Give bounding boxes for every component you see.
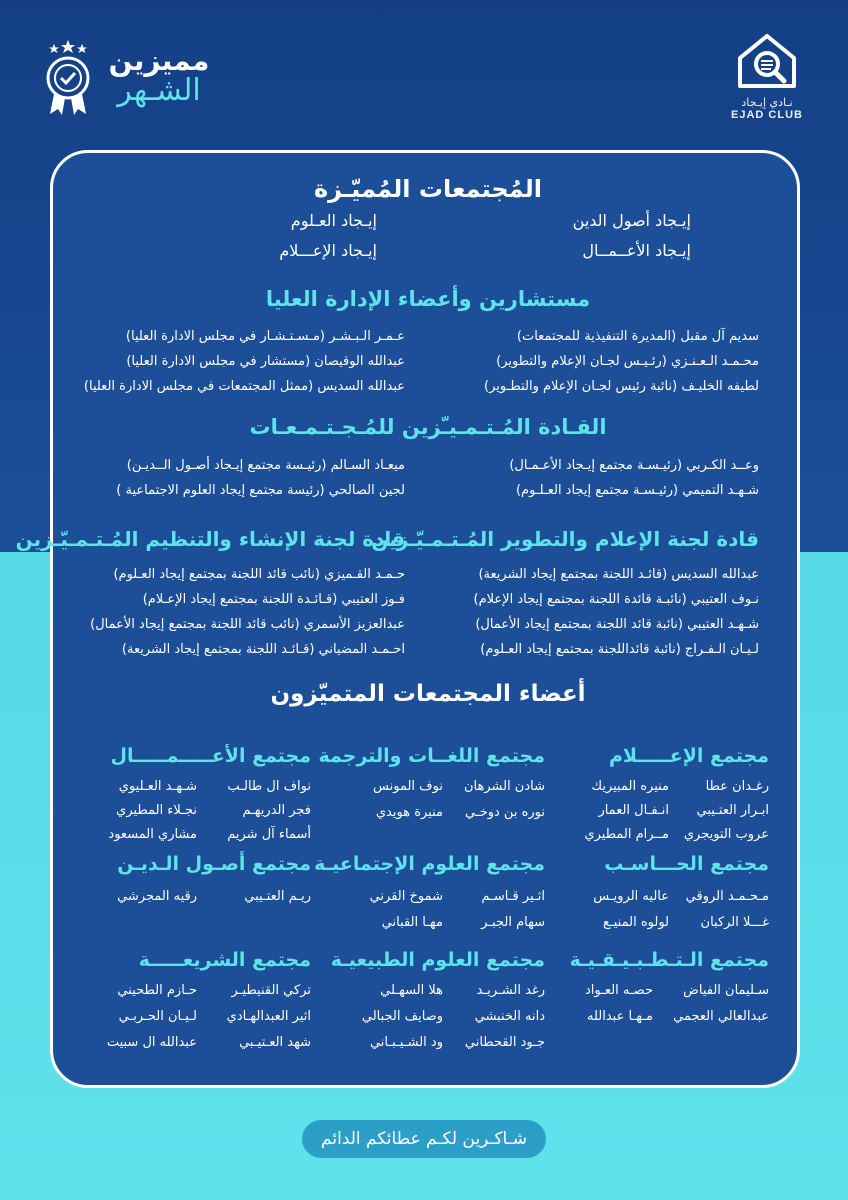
ejad-club-logo — [722, 28, 812, 121]
org-committee-item: عبدالعزيز الأسمري (نائب قائد اللجنة بمجتمع إيجاد الأعمال) — [90, 617, 405, 632]
member-name: اثير العبدالهـادي — [226, 1009, 311, 1024]
leaders-title: القـادة المُـتـمـيـّزين للمُـجـتـمـعـات — [249, 415, 607, 439]
member-name: مــرام المطيري — [584, 827, 669, 842]
member-name: مشاري المسعود — [108, 827, 197, 842]
member-name: سهام الجبـر — [481, 915, 545, 930]
media-committee-item: لـيـان الـفـراج (نائبة قائداللجنة بمجتمع إيجاد العـلوم) — [480, 642, 759, 657]
month-title-line2: الشـهر — [117, 73, 201, 109]
group-title-natural-sciences: مجتمع العلوم الطبيعيـة — [330, 949, 545, 971]
member-name: نوف المونس — [373, 779, 443, 794]
members-title: أعضاء المجتمعات المتميّزون — [270, 681, 586, 707]
community-item: إيـجاد العـلوم — [290, 211, 377, 230]
member-name: شادن الشرهان — [463, 779, 545, 794]
group-title-religion: مجتمع أصـول الـديـن — [117, 853, 311, 875]
house-search-icon — [732, 28, 802, 94]
communities-title: المُجتمعات المُميّـزة — [313, 175, 543, 203]
member-name: هلا السهـلي — [380, 983, 443, 998]
member-name: عبدالله ال سبيت — [106, 1035, 197, 1050]
member-name: شـهـد العـليوي — [118, 779, 197, 794]
logo-arabic-text: نـادي إيـجاد — [741, 96, 793, 109]
member-name: سـليمان الفياض — [683, 983, 769, 998]
advisor-item: عـمـر الـبـشـر (مـسـتـشـار في مجلس الادارة العليا) — [125, 329, 405, 344]
org-committee-item: حـمـد القـميزي (نائب قائد اللجنة بمجتمع إيجاد العـلوم) — [113, 567, 405, 582]
community-item: إيـجاد الأعــمــال — [582, 241, 691, 260]
member-name: منيرة هويدي — [375, 805, 443, 820]
month-title-line1: مميزين — [108, 44, 210, 77]
member-name: جـود القحطاني — [464, 1035, 545, 1050]
org-committee-title: قادة لجنة الإنشاء والتنظيم المُـتـمـيّـزين — [15, 527, 405, 551]
month-title — [104, 46, 214, 107]
member-name: مـهـا عبدالله — [586, 1009, 653, 1024]
member-name: شهد العـتيـبي — [239, 1035, 311, 1050]
member-name: انـفـال العمار — [598, 803, 669, 818]
member-name: عبدالعالي العجمي — [673, 1009, 769, 1024]
group-title-sharia: مجتمع الشريعـــــة — [138, 949, 311, 971]
member-name: غـــلا الركبان — [700, 915, 769, 930]
member-name: نجـلاء المطيري — [116, 803, 197, 818]
group-title-applied: مجتمع الـتـطـبـيـقـيـة — [569, 949, 769, 971]
member-name: مهـا القباني — [381, 915, 443, 930]
advisor-item: عبدالله الوقيصان (مستشار في مجلس الادارة العليا) — [126, 354, 405, 369]
group-title-languages: مجتمع اللغــات والترجمة — [318, 745, 545, 767]
member-name: نوره بن دوخـي — [465, 805, 545, 820]
member-name: أسماء آل شريم — [227, 827, 311, 842]
content-panel — [15, 150, 800, 1088]
member-name: ود الشـيـبـاني — [369, 1035, 443, 1050]
member-name: تركي القنيطيـر — [231, 983, 311, 998]
member-name: عاليه الرويـس — [593, 889, 669, 904]
member-name: لولوه المنيـع — [603, 915, 669, 930]
member-name: فجر الدريهـم — [242, 803, 311, 818]
award-badge-icon — [40, 38, 96, 118]
member-name: نواف ال طالـب — [227, 779, 311, 794]
group-title-computing: مجتمع الحـــاسـب — [604, 853, 769, 875]
advisor-item: محـمـد الـعـنـزي (رئـيـس لجـان الإعلام والتطوير) — [496, 354, 759, 369]
leader-item: شـهـد التميمي (رئيـسـة مجتمع إيجاد العـلـوم) — [515, 483, 759, 498]
member-name: رقيه المجرشي — [117, 889, 197, 904]
member-name: حـازم الطحيني — [117, 983, 197, 998]
group-title-social-sciences: مجتمع العلوم الإجتماعيـة — [314, 853, 545, 875]
member-name: شموخ القرني — [369, 889, 443, 904]
member-name: وصايف الجبالي — [361, 1009, 443, 1024]
member-name: رغد الشـريـد — [476, 983, 545, 998]
media-committee-item: عبدالله السديس (قائـد اللجنة بمجتمع إيجاد الشريعة) — [478, 567, 759, 582]
advisor-item: سديم آل مقبل (المديرة التنفيذية للمجتمعات) — [516, 329, 759, 344]
member-name: اثـير قـاسـم — [481, 889, 545, 904]
advisors-title: مستشارين وأعضاء الإدارة العليا — [265, 287, 591, 311]
community-item: إيـجاد الإعـــلام — [279, 241, 377, 260]
media-committee-title: قادة لجنة الإعلام والتطوير المُـتـمـيّـزين — [371, 527, 759, 551]
media-committee-item: نـوف العتيبي (نائبـة قائدة اللجنة بمجتمع إيجاد الإعلام) — [473, 592, 759, 607]
member-name: دانه الخنبشي — [474, 1009, 545, 1024]
member-name: حصـه العـواد — [585, 983, 653, 998]
member-name: لـيـان الحـربـي — [118, 1009, 197, 1024]
advisor-item: عبدالله السديس (ممثل المجتمعات في مجلس الادارة العليا) — [83, 379, 405, 394]
member-name: ابـرار العتـيبي — [696, 803, 769, 818]
thanks-footer: شـاكـرين لكـم عطائكم الدائم — [302, 1120, 546, 1158]
media-committee-item: شـهـد العتيبي (نائبة قائد اللجنة بمجتمع إيجاد الأعمال) — [475, 617, 759, 632]
header — [0, 0, 848, 150]
group-title-media: مجتمع الإعـــــلام — [608, 745, 769, 767]
leader-item: وعــد الكـربي (رئيـسـة مجتمع إيـجاد الأعـمـال) — [509, 458, 759, 473]
group-title-business: مجتمع الأعـــــمـــــال — [110, 745, 311, 767]
member-name: مـحـمـد الروقي — [685, 889, 769, 904]
community-item: إيـجاد أصول الدين — [572, 211, 691, 230]
leader-item: لجين الصالحي (رئيسة مجتمع إيجاد العلوم الاجتماعية ) — [116, 483, 405, 498]
org-committee-item: فـوز العتيبي (قـائـدة اللجنة بمجتمع إيجاد الإعـلام) — [142, 592, 405, 607]
member-name: ريـم العتـيبي — [244, 889, 311, 904]
leader-item: ميعـاد السـالم (رئيـسة مجتمع إيـجاد أصـول الــديـن) — [126, 458, 405, 473]
org-committee-item: احـمـد المضياني (قـائـد اللجنة بمجتمع إيجاد الشريعة) — [121, 642, 405, 657]
logo-english-text: EJAD CLUB — [731, 109, 803, 121]
advisor-item: لطيفه الخليـف (نائبة رئيس لجـان الإعلام والتطـوير) — [484, 379, 759, 394]
member-name: منيره المبيريك — [591, 779, 669, 794]
member-name: رغـدان عطا — [705, 779, 769, 794]
member-name: عروب التويجري — [683, 827, 769, 842]
